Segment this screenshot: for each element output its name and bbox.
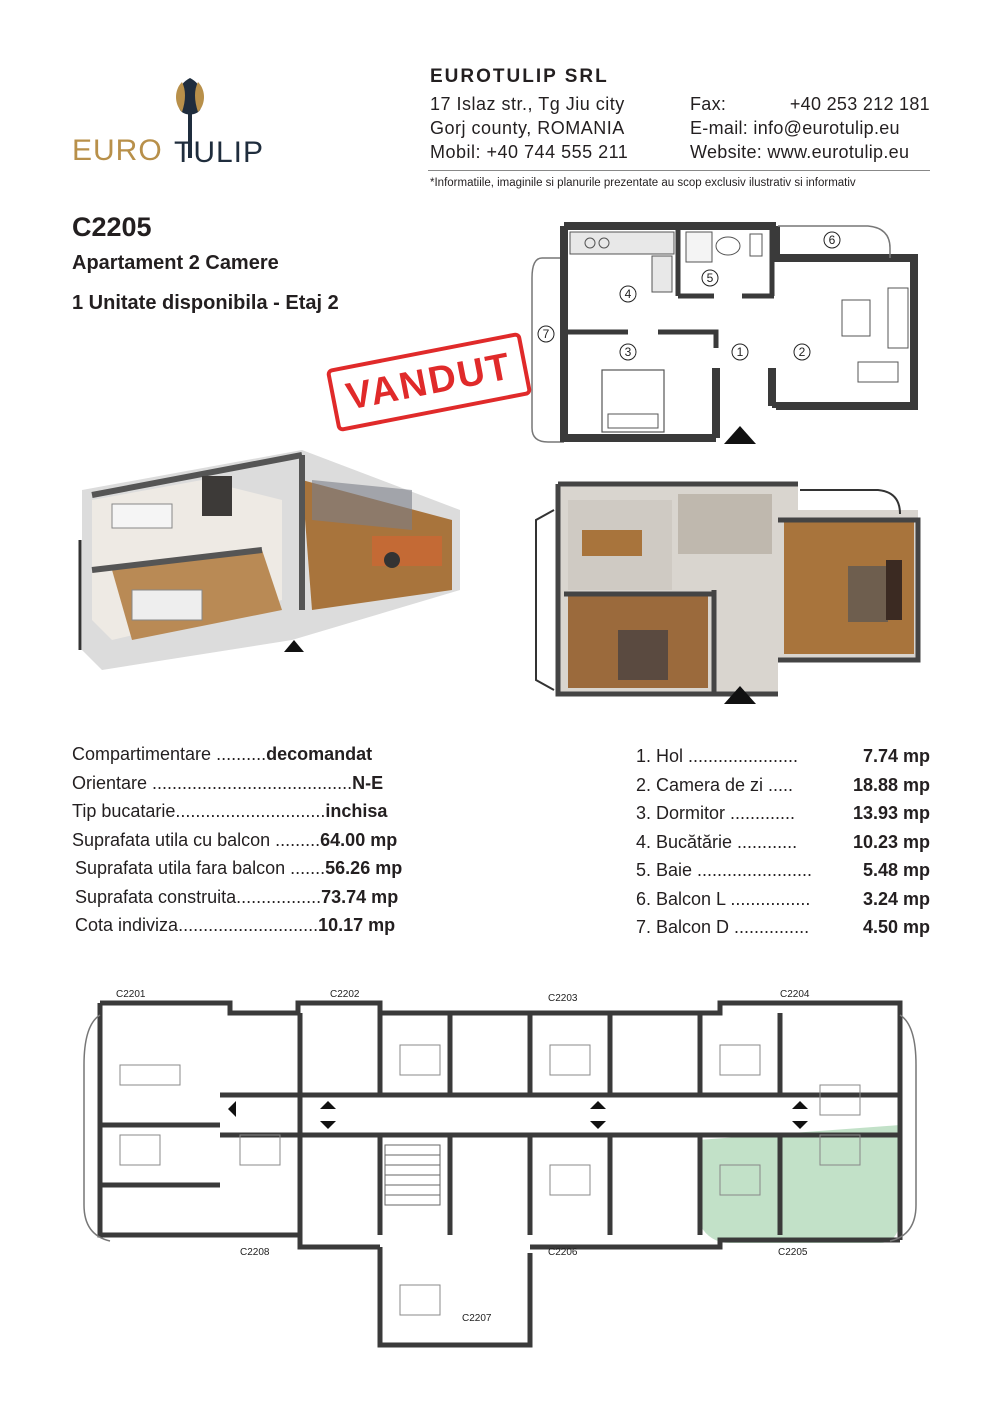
room-row: 4. Bucătărie ............ 10.23 mp	[636, 831, 930, 852]
address-line-3: Mobil: +40 744 555 211	[430, 142, 629, 162]
spec-row-suprafata-fara-balcon: Suprafata utila fara balcon .......56.26 mp	[75, 858, 403, 878]
apartment-type: Apartament 2 Camere	[72, 252, 279, 274]
header-divider	[428, 170, 930, 171]
apartment-3d-render-top	[528, 480, 930, 708]
apartment-3d-render-perspective	[72, 440, 472, 690]
room-row: 6. Balcon L ................ 3.24 mp	[636, 888, 930, 909]
unit-label-c2204: C2204	[780, 989, 810, 1000]
plan-number-7: 7	[542, 327, 550, 341]
spec-row-compartimentare: Compartimentare ..........decomandat	[72, 744, 373, 764]
fax-value: +40 253 212 181	[789, 94, 930, 114]
apartment-code: C2205	[72, 212, 152, 242]
unit-label-c2207: C2207	[462, 1313, 492, 1324]
logo-tulip-text: TULIP	[174, 136, 265, 169]
rooms-list	[636, 742, 930, 942]
apartment-floor-plan	[528, 218, 930, 450]
tulip-logo-icon	[70, 70, 330, 170]
website-link[interactable]: Website: www.eurotulip.eu	[690, 142, 910, 162]
unit-label-c2201: C2201	[116, 989, 146, 1000]
fax-label: Fax:	[690, 94, 727, 114]
sold-stamp: VANDUT	[326, 332, 533, 433]
highlighted-unit-c2205	[698, 1125, 900, 1243]
spec-row-orientare: Orientare ........................................N-E	[72, 772, 384, 793]
plan-number-6: 6	[828, 233, 836, 247]
company-contact	[690, 92, 930, 164]
room-row: 3. Dormitor ............. 13.93 mp	[636, 803, 930, 823]
spec-row-tip-bucatarie: Tip bucatarie..............................inchisa	[72, 801, 388, 821]
plan-number-2: 2	[798, 345, 806, 359]
unit-label-c2202: C2202	[330, 989, 360, 1000]
floor-overview-plan	[80, 985, 930, 1350]
company-address	[430, 92, 628, 164]
spec-row-suprafata-construita: Suprafata construita.................73.74 mp	[75, 886, 399, 907]
disclaimer: *Informatiile, imaginile si planurile prezentate au scop exclusiv ilustrativ si informativ	[430, 177, 856, 189]
room-row: 1. Hol ...................... 7.74 mp	[636, 746, 930, 766]
spec-row-cota-indiviza: Cota indiviza............................10.17 mp	[75, 915, 396, 935]
room-row: 5. Baie ....................... 5.48 mp	[636, 860, 930, 880]
plan-number-5: 5	[706, 271, 714, 285]
specs-list	[72, 740, 402, 940]
address-line-1: 17 Islaz str., Tg Jiu city	[430, 94, 625, 114]
email-link[interactable]: E-mail: info@eurotulip.eu	[690, 118, 900, 138]
eurotulip-logo	[70, 70, 330, 170]
unit-label-c2208: C2208	[240, 1247, 270, 1258]
room-row: 2. Camera de zi ..... 18.88 mp	[636, 774, 930, 795]
unit-label-c2203: C2203	[548, 993, 578, 1004]
plan-number-4: 4	[624, 287, 632, 301]
plan-number-3: 3	[624, 345, 632, 359]
room-row: 7. Balcon D ............... 4.50 mp	[636, 917, 930, 937]
logo-euro-text: EURO	[72, 134, 163, 167]
spec-row-suprafata-cu-balcon: Suprafata utila cu balcon .........64.00 mp	[72, 829, 398, 850]
availability: 1 Unitate disponibila - Etaj 2	[72, 292, 339, 314]
company-name: EUROTULIP SRL	[430, 66, 609, 87]
unit-label-c2205: C2205	[778, 1247, 808, 1258]
plan-number-1: 1	[736, 345, 744, 359]
address-line-2: Gorj county, ROMANIA	[430, 118, 625, 138]
unit-label-c2206: C2206	[548, 1247, 578, 1258]
